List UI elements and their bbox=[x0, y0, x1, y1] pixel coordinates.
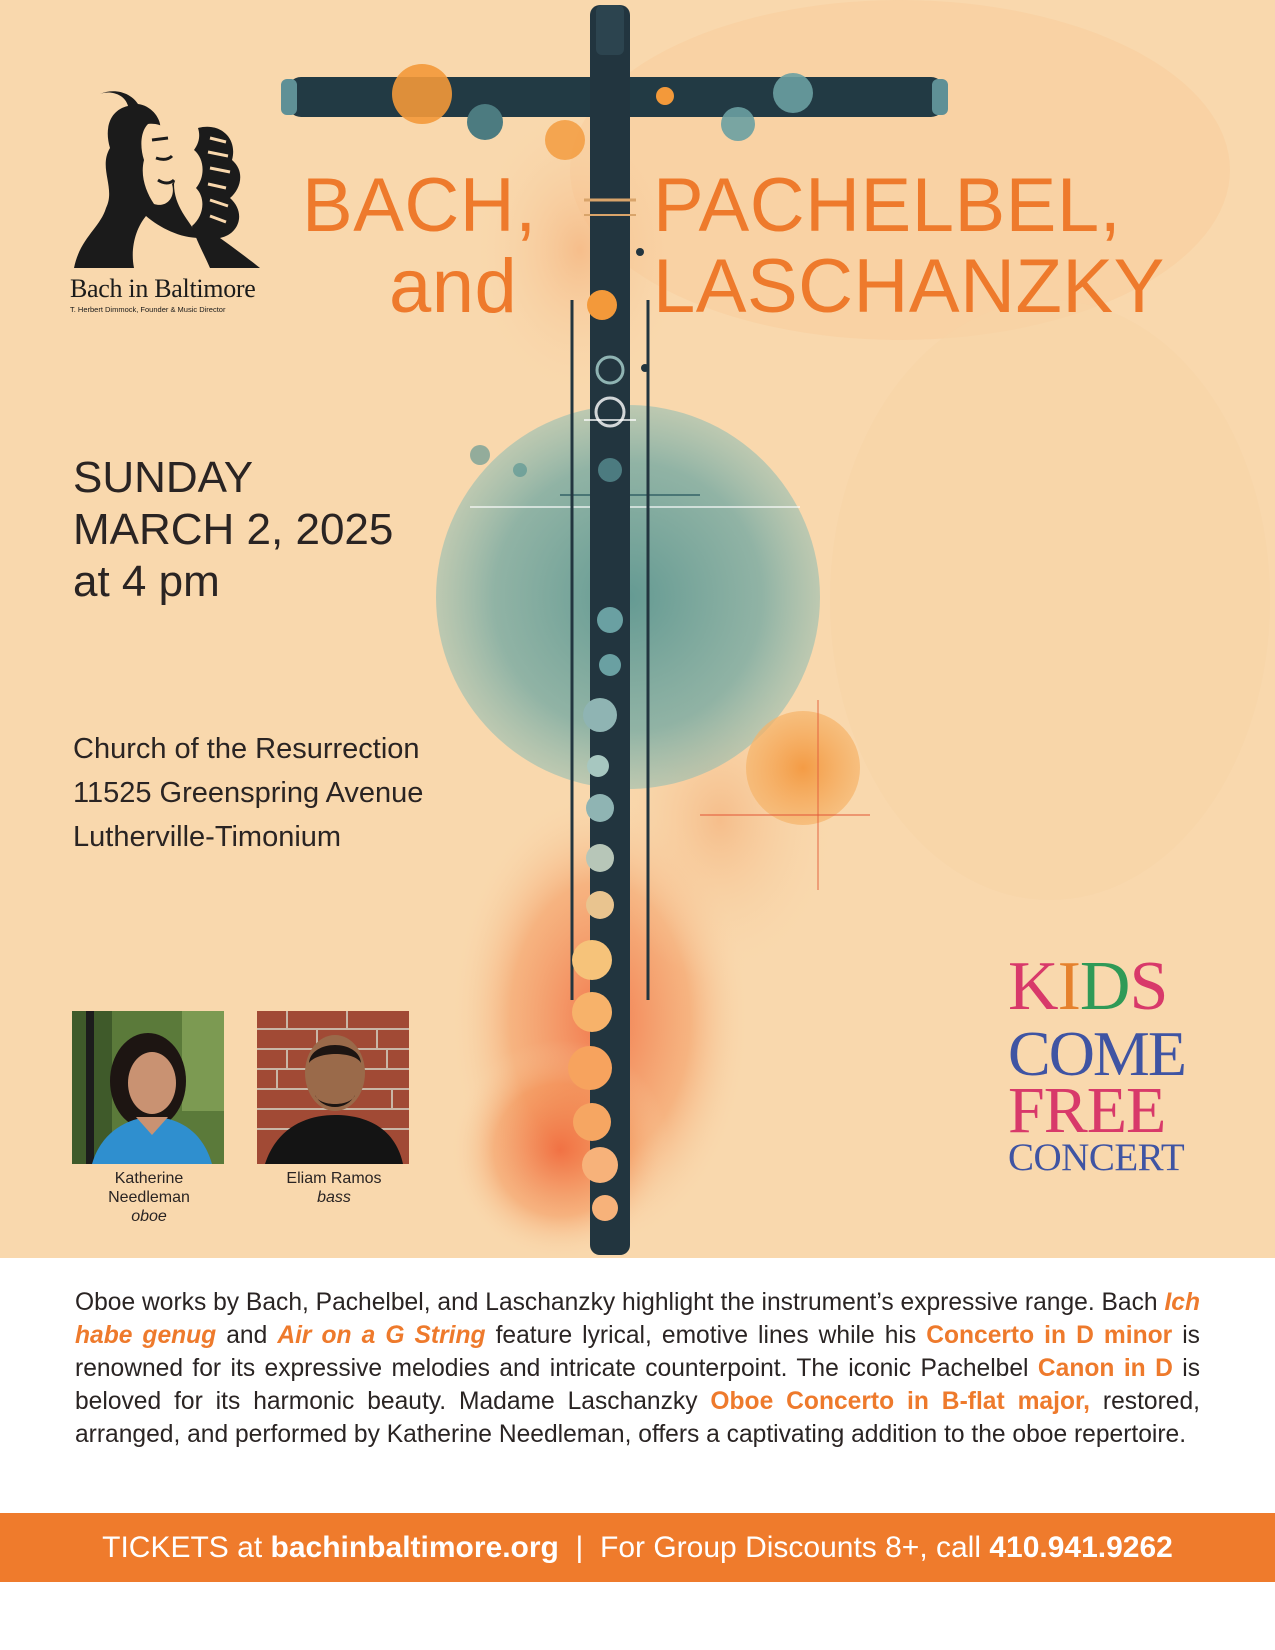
kids-letter: S bbox=[1129, 948, 1168, 1025]
performer-role: oboe bbox=[131, 1208, 167, 1225]
kids-word bbox=[1008, 948, 1208, 1025]
come-word: COME bbox=[1008, 1018, 1185, 1089]
group-discount-label: For Group Discounts 8+, call bbox=[600, 1531, 990, 1564]
work-oboe-concerto-b-flat: Oboe Concerto in B-flat major, bbox=[710, 1388, 1091, 1415]
free-word: FREE bbox=[1008, 1074, 1166, 1147]
venue-name: Church of the Resurrection bbox=[73, 733, 420, 765]
tickets-footer-bar bbox=[0, 1513, 1275, 1582]
description-text: Oboe works by Bach, Pachelbel, and Laschanzky highlight the instrument’s expressive range. Bach bbox=[75, 1289, 1165, 1316]
event-time: at 4 pm bbox=[73, 557, 220, 606]
event-date-block bbox=[73, 452, 393, 608]
phone-number[interactable]: 410.941.9262 bbox=[989, 1531, 1173, 1564]
bach-in-baltimore-logo[interactable] bbox=[70, 88, 270, 314]
performer-photo-katherine bbox=[72, 1011, 224, 1164]
performer-photo-eliam bbox=[257, 1011, 409, 1164]
performer-name-line1: Katherine bbox=[114, 1170, 184, 1187]
title-pachelbel: PACHELBEL, bbox=[653, 163, 1122, 248]
work-concerto-d-minor: Concerto in D minor bbox=[926, 1322, 1173, 1349]
concert-word: CONCERT bbox=[1008, 1136, 1185, 1179]
description-text: restored, arranged, and performed by Katherine Needleman, offers a captivating addition to the oboe repertoire. bbox=[75, 1388, 1200, 1448]
bach-portrait-icon bbox=[70, 88, 270, 272]
footer-separator: | bbox=[575, 1531, 584, 1564]
venue-city: Lutherville-Timonium bbox=[73, 821, 342, 853]
description-text: and bbox=[216, 1322, 278, 1349]
description-text: is beloved for its harmonic beauty. Madame Laschanzky bbox=[75, 1355, 1201, 1415]
venue-block bbox=[73, 727, 423, 859]
event-date: MARCH 2, 2025 bbox=[73, 505, 394, 554]
description-text: is renowned for its expressive melodies and intricate counterpoint. The iconic Pachelbel bbox=[75, 1322, 1200, 1382]
kids-letter: K bbox=[1008, 948, 1058, 1025]
performer-role: bass bbox=[317, 1189, 351, 1206]
event-day: SUNDAY bbox=[73, 453, 254, 502]
work-air-on-g-string: Air on a G String bbox=[277, 1322, 486, 1349]
venue-street: 11525 Greenspring Avenue bbox=[73, 777, 424, 809]
organization-tagline: T. Herbert Dimmock, Founder & Music Director bbox=[70, 305, 226, 314]
description-text: feature lyrical, emotive lines while his bbox=[485, 1322, 927, 1349]
website-link[interactable]: bachinbaltimore.org bbox=[270, 1531, 559, 1564]
title-and: and bbox=[389, 244, 518, 329]
work-ich-habe-genug: Ich habe genug bbox=[75, 1289, 1200, 1349]
work-canon-in-d: Canon in D bbox=[1037, 1355, 1173, 1382]
kids-letter: D bbox=[1079, 948, 1130, 1025]
kids-come-free-badge bbox=[1008, 948, 1208, 1179]
performer-name-line2: Needleman bbox=[108, 1189, 190, 1206]
organization-name: Bach in Baltimore bbox=[70, 274, 256, 303]
title-bach: BACH, bbox=[302, 163, 537, 248]
title-laschanzky: LASCHANZKY bbox=[653, 244, 1165, 329]
performer-caption-katherine bbox=[69, 1169, 229, 1226]
program-description bbox=[75, 1286, 1200, 1451]
performer-name-line1: Eliam Ramos bbox=[286, 1170, 382, 1187]
tickets-label: TICKETS at bbox=[102, 1531, 271, 1564]
performer-caption-eliam bbox=[254, 1169, 414, 1207]
kids-letter: I bbox=[1057, 948, 1080, 1025]
